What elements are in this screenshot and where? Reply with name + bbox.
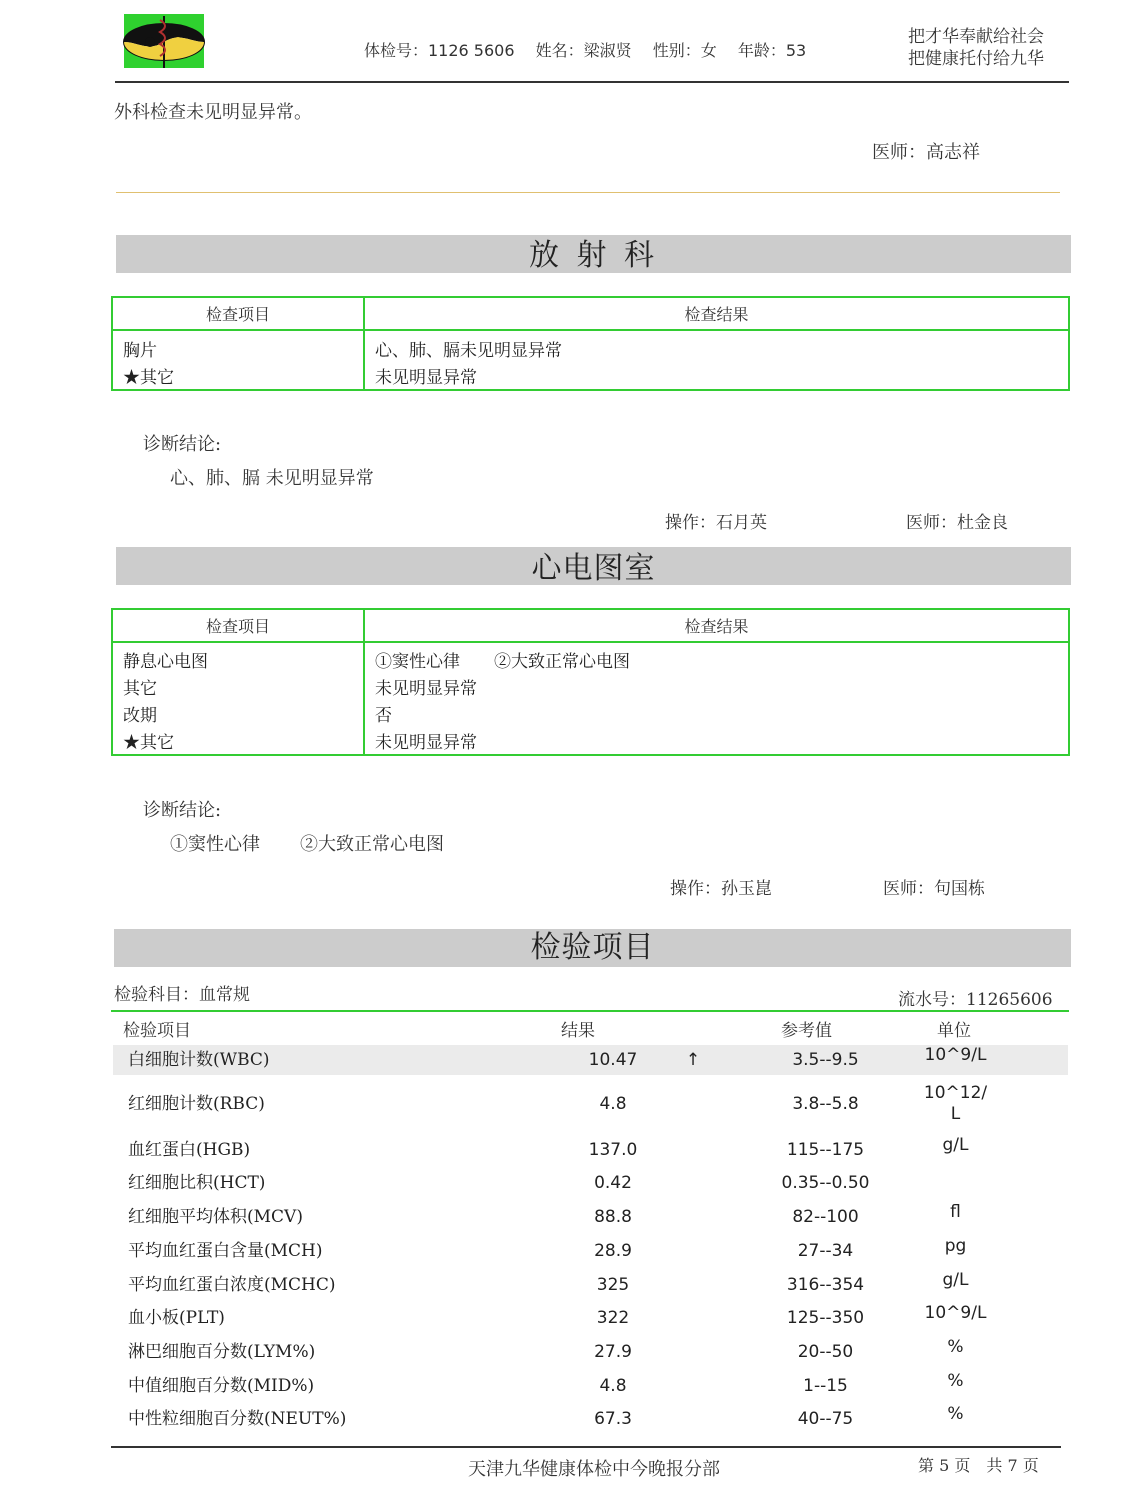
ecg-table (111, 608, 1070, 756)
reference-range: 82--100 (792, 1207, 859, 1227)
lab-subject: 检验科目：血常规 (114, 985, 250, 1005)
exam-item: 其它 (112, 673, 364, 700)
test-value: 137.0 (588, 1140, 638, 1160)
lab-result-row (113, 1337, 1068, 1367)
col-item-header: 检查项目 (112, 297, 364, 330)
header-divider (115, 81, 1069, 83)
radiology-operator: 操作：石月英 (665, 513, 767, 533)
lab-result-row (113, 1045, 1068, 1075)
ecg-doctor: 医师：句国栋 (883, 879, 985, 899)
patient-sex: 性别：女 (652, 41, 717, 60)
col-item-header: 检查项目 (112, 609, 364, 642)
reference-range: 316--354 (786, 1275, 865, 1295)
reference-range: 40--75 (797, 1409, 854, 1429)
lab-result-row (113, 1135, 1068, 1165)
test-unit: % (947, 1404, 964, 1424)
test-unit: 10^9/L (924, 1303, 987, 1323)
test-name: 平均血红蛋白含量(MCH) (128, 1241, 323, 1261)
ecg-banner (116, 547, 1071, 585)
exam-result: 未见明显异常 (375, 733, 477, 753)
table-row (112, 362, 1069, 390)
ecg-diagnosis-label: 诊断结论: (143, 800, 222, 821)
lab-col-unit: 单位 (937, 1021, 971, 1041)
lab-result-row (113, 1168, 1068, 1198)
exam-result: 未见明显异常 (375, 368, 477, 388)
test-name: 红细胞平均体积(MCV) (128, 1207, 303, 1227)
test-unit: pg (944, 1236, 967, 1256)
table-row (112, 673, 1069, 700)
table-row (112, 330, 1069, 362)
slogan-line-1: 把才华奉献给社会 (908, 27, 1044, 47)
test-value: 4.8 (599, 1376, 627, 1396)
reference-range: 1--15 (803, 1376, 848, 1396)
test-value: 4.8 (599, 1094, 627, 1114)
exam-item: ★其它 (112, 362, 364, 390)
test-unit: 10^9/L (924, 1045, 987, 1065)
test-name: 红细胞比积(HCT) (128, 1173, 266, 1193)
exam-item: ★其它 (112, 727, 364, 755)
test-unit: g/L (942, 1270, 969, 1290)
footer-clinic-name: 天津九华健康体检中今晚报分部 (468, 1459, 720, 1480)
lab-result-row (113, 1236, 1068, 1266)
lab-col-result: 结果 (561, 1021, 595, 1041)
test-unit: g/L (942, 1135, 969, 1155)
test-name: 中性粒细胞百分数(NEUT%) (128, 1409, 347, 1429)
col-result-header: 检查结果 (364, 297, 1069, 330)
reference-range: 3.5--9.5 (792, 1050, 859, 1070)
test-name: 平均血红蛋白浓度(MCHC) (128, 1275, 336, 1295)
patient-age: 年龄：53 (737, 41, 807, 60)
test-name: 白细胞计数(WBC) (128, 1050, 270, 1070)
exam-number: 体检号：1126 5606 (364, 41, 515, 60)
test-value: 27.9 (594, 1342, 632, 1362)
table-row (112, 642, 1069, 673)
abnormal-flag: ↑ (685, 1050, 701, 1070)
test-name: 红细胞计数(RBC) (128, 1094, 265, 1114)
lab-serial-number: 流水号：11265606 (898, 990, 1053, 1010)
reference-range: 125--350 (786, 1308, 865, 1328)
ecg-title: 心电图室 (531, 551, 656, 586)
test-value: 88.8 (594, 1207, 632, 1227)
radiology-banner (116, 235, 1071, 273)
page-number: 第 5 页 共 7 页 (918, 1456, 1039, 1475)
lab-banner (114, 929, 1071, 967)
lab-col-item: 检验项目 (123, 1021, 191, 1041)
lab-result-row (113, 1404, 1068, 1434)
reference-range: 0.35--0.50 (781, 1173, 870, 1193)
exam-item: 改期 (112, 700, 364, 727)
clinic-logo (120, 12, 208, 70)
exam-item: 胸片 (112, 330, 364, 362)
lab-result-row (113, 1081, 1068, 1127)
test-name: 淋巴细胞百分数(LYM%) (128, 1342, 316, 1362)
exam-result: 心、肺、膈未见明显异常 (375, 341, 562, 361)
slogan-line-2: 把健康托付给九华 (908, 49, 1044, 69)
exam-result: ①窦性心律 ②大致正常心电图 (375, 652, 630, 672)
col-result-header: 检查结果 (364, 609, 1069, 642)
radiology-diagnosis-text: 心、肺、膈 未见明显异常 (170, 468, 374, 489)
test-unit: fl (950, 1202, 961, 1222)
lab-result-row (113, 1202, 1068, 1232)
test-value: 325 (596, 1275, 630, 1295)
test-unit: 10^12/ L (923, 1083, 988, 1124)
lab-result-row (113, 1303, 1068, 1333)
test-name: 血红蛋白(HGB) (128, 1140, 251, 1160)
ecg-diagnosis-1: ①窦性心律 (170, 834, 260, 855)
lab-title: 检验项目 (530, 930, 655, 965)
lab-result-row (113, 1270, 1068, 1300)
table-header (112, 297, 1069, 330)
test-unit: % (947, 1337, 964, 1357)
reference-range: 20--50 (797, 1342, 854, 1362)
radiology-doctor: 医师：杜金良 (906, 513, 1008, 533)
surgery-note: 外科检查未见明显异常。 (114, 102, 312, 123)
patient-info (364, 38, 822, 61)
table-header (112, 609, 1069, 642)
patient-name: 姓名：梁淑贤 (535, 41, 632, 60)
exam-result: 未见明显异常 (375, 679, 477, 699)
reference-range: 115--175 (786, 1140, 865, 1160)
radiology-title: 放 射 科 (528, 238, 659, 273)
lab-col-ref: 参考值 (781, 1021, 832, 1041)
test-unit: % (947, 1371, 964, 1391)
exam-result: 否 (375, 706, 392, 726)
test-value: 67.3 (594, 1409, 632, 1429)
reference-range: 3.8--5.8 (792, 1094, 859, 1114)
radiology-table (111, 296, 1070, 391)
ecg-diagnosis-2: ②大致正常心电图 (300, 834, 444, 855)
test-value: 28.9 (594, 1241, 632, 1261)
table-row (112, 727, 1069, 755)
footer-divider (111, 1446, 1061, 1448)
test-value: 10.47 (588, 1050, 638, 1070)
slogan (908, 26, 1044, 70)
lab-header-divider (111, 1010, 1069, 1012)
test-value: 322 (596, 1308, 630, 1328)
exam-item: 静息心电图 (112, 642, 364, 673)
radiology-diagnosis-label: 诊断结论: (143, 434, 222, 455)
ecg-operator: 操作：孙玉崑 (670, 879, 772, 899)
test-value: 0.42 (594, 1173, 632, 1193)
section-divider (116, 192, 1060, 193)
surgery-doctor: 医师：高志祥 (872, 142, 980, 163)
lab-result-row (113, 1371, 1068, 1401)
test-name: 血小板(PLT) (128, 1308, 225, 1328)
table-row (112, 700, 1069, 727)
reference-range: 27--34 (797, 1241, 854, 1261)
test-name: 中值细胞百分数(MID%) (128, 1376, 315, 1396)
